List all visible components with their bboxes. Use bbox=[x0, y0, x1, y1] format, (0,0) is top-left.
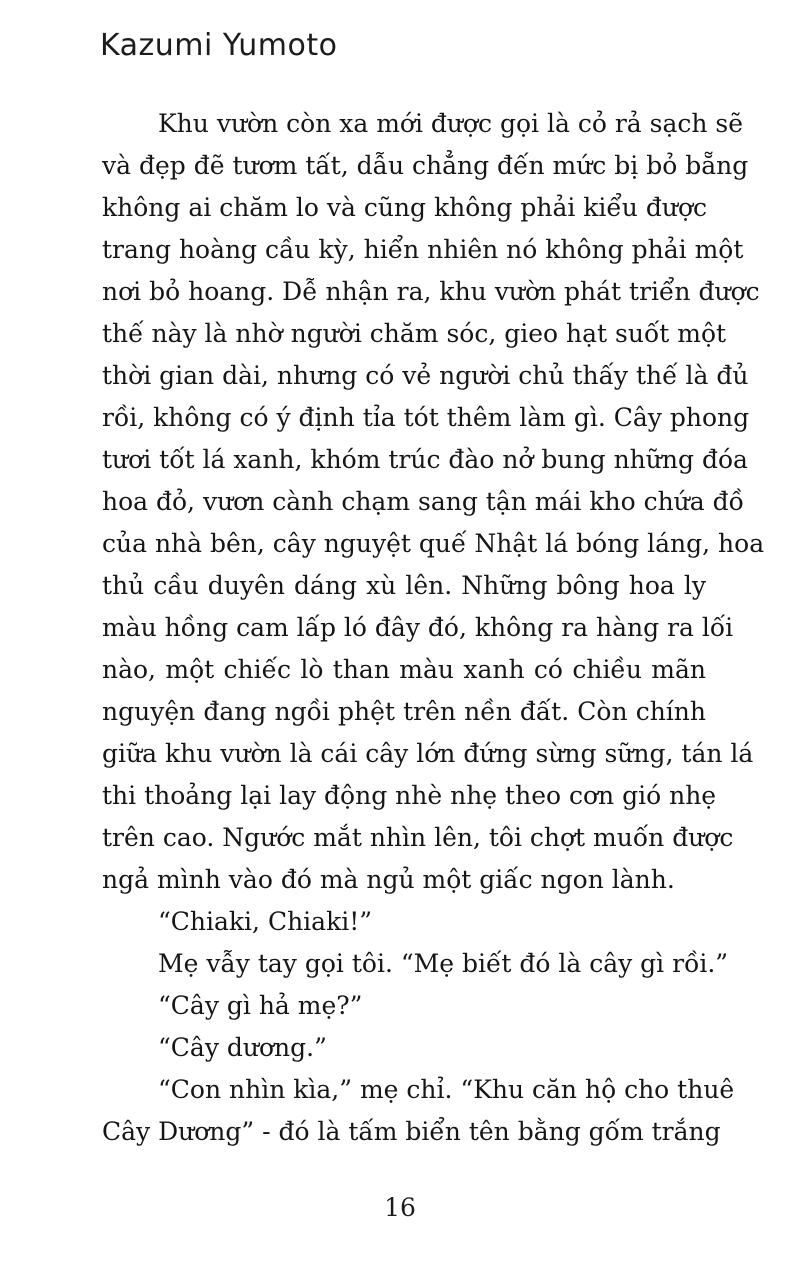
text-line: rồi, không có ý định tỉa tót thêm làm gì. Cây phong bbox=[102, 403, 750, 432]
text-line: không ai chăm lo và cũng không phải kiểu được bbox=[102, 193, 708, 222]
running-header-author: Kazumi Yumoto bbox=[100, 28, 338, 63]
dialogue-line: “Cây gì hả mẹ?” bbox=[158, 991, 363, 1020]
text-line: thời gian dài, nhưng có vẻ người chủ thấy thế là đủ bbox=[102, 361, 749, 390]
dialogue-line: “Cây dương.” bbox=[158, 1033, 327, 1062]
text-line: Khu vườn còn xa mới được gọi là cỏ rả sạch sẽ bbox=[158, 109, 744, 138]
text-line: thủ cầu duyên dáng xù lên. Những bông hoa ly bbox=[102, 571, 706, 600]
text-line: tươi tốt lá xanh, khóm trúc đào nở bung những đóa bbox=[102, 445, 748, 474]
text-line: giữa khu vườn là cái cây lớn đứng sừng sững, tán lá bbox=[102, 739, 754, 768]
text-line: nào, một chiếc lò than màu xanh có chiều mãn bbox=[102, 655, 706, 684]
text-line: trang hoàng cầu kỳ, hiển nhiên nó không phải một bbox=[102, 235, 744, 264]
text-line: trên cao. Ngước mắt nhìn lên, tôi chợt muốn được bbox=[102, 823, 734, 852]
text-line: hoa đỏ, vươn cành chạm sang tận mái kho chứa đồ bbox=[102, 487, 744, 516]
text-line: thế này là nhờ người chăm sóc, gieo hạt suốt một bbox=[102, 319, 727, 348]
text-line: nơi bỏ hoang. Dễ nhận ra, khu vườn phát triển được bbox=[102, 277, 760, 306]
dialogue-line: Mẹ vẫy tay gọi tôi. “Mẹ biết đó là cây gì rồi.” bbox=[158, 949, 729, 978]
dialogue-line: “Chiaki, Chiaki!” bbox=[158, 907, 373, 936]
text-line: và đẹp đẽ tươm tất, dẫu chẳng đến mức bị bỏ bẵng bbox=[102, 151, 749, 180]
text-line: màu hồng cam lấp ló đây đó, không ra hàng ra lối bbox=[102, 613, 734, 642]
text-line: nguyện đang ngồi phệt trên nền đất. Còn chính bbox=[102, 697, 706, 726]
page-number: 16 bbox=[384, 1193, 416, 1222]
body-text bbox=[102, 103, 765, 1153]
text-line: của nhà bên, cây nguyệt quế Nhật lá bóng láng, hoa bbox=[102, 529, 765, 558]
text-line: ngả mình vào đó mà ngủ một giấc ngon lành. bbox=[102, 865, 675, 894]
text-line: thi thoảng lại lay động nhè nhẹ theo cơn gió nhẹ bbox=[102, 781, 717, 810]
text-line: Cây Dương” - đó là tấm biển tên bằng gốm trắng bbox=[102, 1117, 721, 1146]
dialogue-line: “Con nhìn kìa,” mẹ chỉ. “Khu căn hộ cho thuê bbox=[158, 1075, 735, 1104]
